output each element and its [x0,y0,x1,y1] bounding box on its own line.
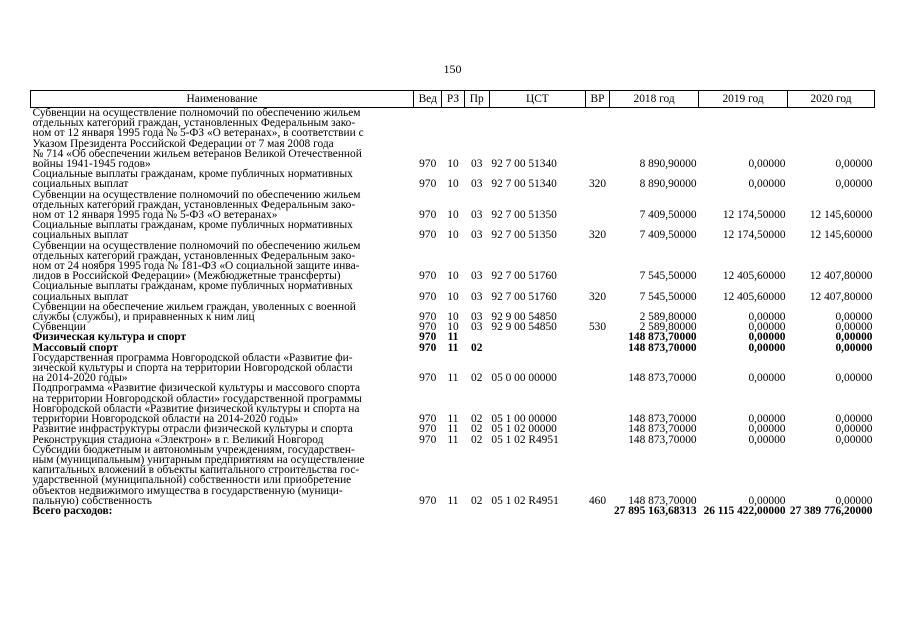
row-2018: 7 409,50000 [639,209,697,222]
row-name: Социальные выплаты гражданам, кроме публичных нормативных социальных выплат [32,219,353,242]
row-vr [585,435,609,445]
row-pr: 02 [471,423,483,436]
header-pr: Пр [464,91,489,108]
row-rz: 11 [447,341,459,354]
row-name: Субвенции на обеспечение жильем граждан, уволенных с военной службы (службы), и приравненных к ним лиц [32,300,356,324]
row-2020: 12 145,60000 [809,229,873,242]
row-2020: 0,00000 [835,321,873,334]
row-pr: 02 [471,433,483,446]
row-2020: 12 407,80000 [809,270,873,283]
row-cst: 92 7 00 51340 [491,158,557,171]
row-2018: 148 873,70000 [628,331,697,344]
row-pr: 03 [471,229,483,242]
row-cst: 05 0 00 00000 [491,372,557,385]
row-cst: 05 1 00 00000 [491,413,557,426]
row-pr: 03 [471,321,483,334]
row-name: Социальные выплаты гражданам, кроме публичных нормативных социальных выплат [32,280,353,303]
row-2019: 0,00000 [748,178,786,191]
total-row [31,506,875,516]
row-rz: 10 [447,270,459,283]
row-ved: 970 [419,311,437,324]
row-rz: 11 [447,494,459,507]
row-2019: 12 405,60000 [722,270,786,283]
row-cst: 92 7 00 51340 [491,178,557,191]
header-rz: РЗ [442,91,464,108]
page-number: 150 [443,62,462,76]
row-2018: 148 873,70000 [628,494,697,507]
row-vr: 320 [588,290,607,303]
row-name: Физическая культура и спорт [32,331,187,344]
row-2018: 2 589,80000 [639,321,697,334]
header-2020: 2020 год [788,91,875,108]
row-cst: 05 1 02 R4951 [491,433,559,446]
row-2019: 0,00000 [748,413,786,426]
total-label: Всего расходов: [32,504,113,517]
row-ved: 970 [419,321,437,334]
row-cst [489,332,585,342]
row-rz: 10 [447,290,459,303]
row-2018: 148 873,70000 [628,372,697,385]
row-ved: 970 [419,413,437,426]
row-vr: 460 [588,494,607,507]
table-row [31,190,875,221]
row-name: Субвенции [32,321,86,334]
table-row [31,169,875,189]
row-cst: 92 7 00 51350 [491,229,557,242]
row-2019: 0,00000 [748,321,786,334]
table-row [31,424,875,434]
row-pr: 03 [471,158,483,171]
row-name: Реконструкция стадиона «Электрон» в г. Великий Новгород [32,433,324,446]
row-2019: 0,00000 [748,341,786,354]
row-name: Субсидии бюджетным и автономным учреждениям, государствен- ным (муниципальным) унитарным предприятиям на осуществление капитальных вложений в объекты капитального строительства гос- ударственной (муниципальной) собственности или приобретение объектов недвижимого имущества в государственную (муници- пальную) собственность [32,443,365,507]
table-row [31,281,875,301]
row-cst: 05 1 02 R4951 [491,494,559,507]
row-2020: 0,00000 [835,413,873,426]
row-name: Социальные выплаты гражданам, кроме публичных нормативных социальных выплат [32,168,353,191]
row-ved: 970 [419,290,437,303]
budget-table [30,90,875,516]
row-rz: 10 [447,321,459,334]
row-rz: 11 [447,423,459,436]
row-2019: 0,00000 [748,331,786,344]
row-2018: 148 873,70000 [628,341,697,354]
row-pr: 03 [471,209,483,222]
total-2018: 27 895 163,68313 [613,504,697,517]
table-row [31,108,875,170]
table-row [31,445,875,506]
row-vr [585,343,609,353]
row-2018: 8 890,90000 [639,158,697,171]
row-2019: 12 405,60000 [722,290,786,303]
table-row [31,241,875,282]
row-2020: 0,00000 [835,423,873,436]
row-vr [585,424,609,434]
row-name: Подпрограмма «Развитие физической культуры и массового спорта на территории Новгородской области» государственной программы Новгородской области «Развитие физической культуры и спорта на территории Новгородской области на 2014-2020 годы» [32,382,362,426]
row-rz: 10 [447,229,459,242]
row-2018: 8 890,90000 [639,178,697,191]
header-vr: ВР [585,91,609,108]
row-2018: 7 545,50000 [639,270,697,283]
row-2018: 7 545,50000 [639,290,697,303]
row-pr: 02 [471,341,483,354]
row-pr: 03 [471,290,483,303]
header-2018: 2018 год [610,91,699,108]
row-name: Массовый спорт [32,341,119,354]
row-2020: 0,00000 [835,311,873,324]
row-vr [585,332,609,342]
row-vr [585,190,609,221]
row-2019: 0,00000 [748,372,786,385]
row-cst [489,343,585,353]
table-row [31,383,875,424]
row-2019: 0,00000 [748,494,786,507]
table-row [31,302,875,322]
row-vr [585,353,609,384]
row-ved: 970 [419,341,437,354]
row-ved: 970 [419,494,437,507]
row-2019: 0,00000 [748,158,786,171]
table-body [31,108,875,506]
row-2020: 0,00000 [835,433,873,446]
row-rz: 10 [447,209,459,222]
row-2020: 0,00000 [835,494,873,507]
row-name: Субвенции на осуществление полномочий по обеспечению жильем отдельных категорий граждан, установленных Федеральным зако- ном от 24 ноября 1995 года № 181-ФЗ «О социальной защите инва- лидов в Российской Федерации» (Межбюджетные трансферты) [32,239,361,283]
row-pr: 03 [471,178,483,191]
row-vr [585,108,609,170]
row-ved: 970 [419,372,437,385]
header-cst: ЦСТ [489,91,585,108]
row-cst: 05 1 02 00000 [491,423,557,436]
row-vr [585,302,609,322]
table-row [31,353,875,384]
row-ved: 970 [419,209,437,222]
row-rz: 10 [447,311,459,324]
row-name: Субвенции на осуществление полномочий по обеспечению жильем отдельных категорий граждан, установленных Федеральным зако- ном от 12 января 1995 года № 5-ФЗ «О ветеранах», в соответствии с Указом Президента Российской Федерации от 7 мая 2008 года № 714 «Об обеспечении жильем ветеранов Великой Отечественной войны 1941-1945 годов» [32,107,364,171]
row-cst: 92 9 00 54850 [491,311,557,324]
total-2020: 27 389 776,20000 [789,504,873,517]
row-rz: 10 [447,158,459,171]
row-name: Развитие инфраструктуры отрасли физической культуры и спорта [32,423,353,436]
row-pr: 02 [471,494,483,507]
row-vr [585,383,609,424]
row-name: Государственная программа Новгородской области «Развитие фи- зической культуры и спорта на территории Новгородской области на 2014-2020 годы» [32,351,353,385]
row-ved: 970 [419,331,437,344]
row-2019: 0,00000 [748,311,786,324]
row-2019: 12 174,50000 [722,229,786,242]
row-name: Субвенции на осуществление полномочий по обеспечению жильем отдельных категорий граждан, установленных Федеральным зако- ном от 12 января 1995 года № 5-ФЗ «О ветеранах» [32,188,361,222]
table-header [31,91,875,108]
row-cst: 92 7 00 51760 [491,290,557,303]
row-ved: 970 [419,270,437,283]
row-2018: 7 409,50000 [639,229,697,242]
row-cst: 92 9 00 54850 [491,321,557,334]
row-cst: 92 7 00 51350 [491,209,557,222]
header-ved: Вед [414,91,442,108]
row-2018: 2 589,80000 [639,311,697,324]
row-2020: 0,00000 [835,372,873,385]
row-ved: 970 [419,158,437,171]
row-vr: 320 [588,178,607,191]
row-2020: 0,00000 [835,341,873,354]
row-2020: 0,00000 [835,158,873,171]
row-cst: 92 7 00 51760 [491,270,557,283]
row-2018: 148 873,70000 [628,413,697,426]
row-vr: 320 [588,229,607,242]
row-2020: 12 407,80000 [809,290,873,303]
row-2020: 0,00000 [835,178,873,191]
row-ved: 970 [419,423,437,436]
row-2020: 12 145,60000 [809,209,873,222]
row-rz: 11 [447,331,459,344]
row-pr: 02 [471,413,483,426]
row-ved: 970 [419,229,437,242]
row-2018: 148 873,70000 [628,423,697,436]
row-vr [585,241,609,282]
total-2019: 26 115 422,00000 [703,504,786,517]
header-name: Наименование [31,91,414,108]
row-pr: 03 [471,311,483,324]
row-2019: 0,00000 [748,423,786,436]
row-2018: 148 873,70000 [628,433,697,446]
row-2020: 0,00000 [835,331,873,344]
row-rz: 11 [447,433,459,446]
row-ved: 970 [419,178,437,191]
row-ved: 970 [419,433,437,446]
row-vr: 530 [588,321,607,334]
row-rz: 10 [447,178,459,191]
table-row [31,220,875,240]
row-2019: 12 174,50000 [722,209,786,222]
row-rz: 11 [447,413,459,426]
header-2019: 2019 год [699,91,788,108]
row-2019: 0,00000 [748,433,786,446]
row-pr: 02 [471,372,483,385]
row-pr: 03 [471,270,483,283]
row-rz: 11 [447,372,459,385]
